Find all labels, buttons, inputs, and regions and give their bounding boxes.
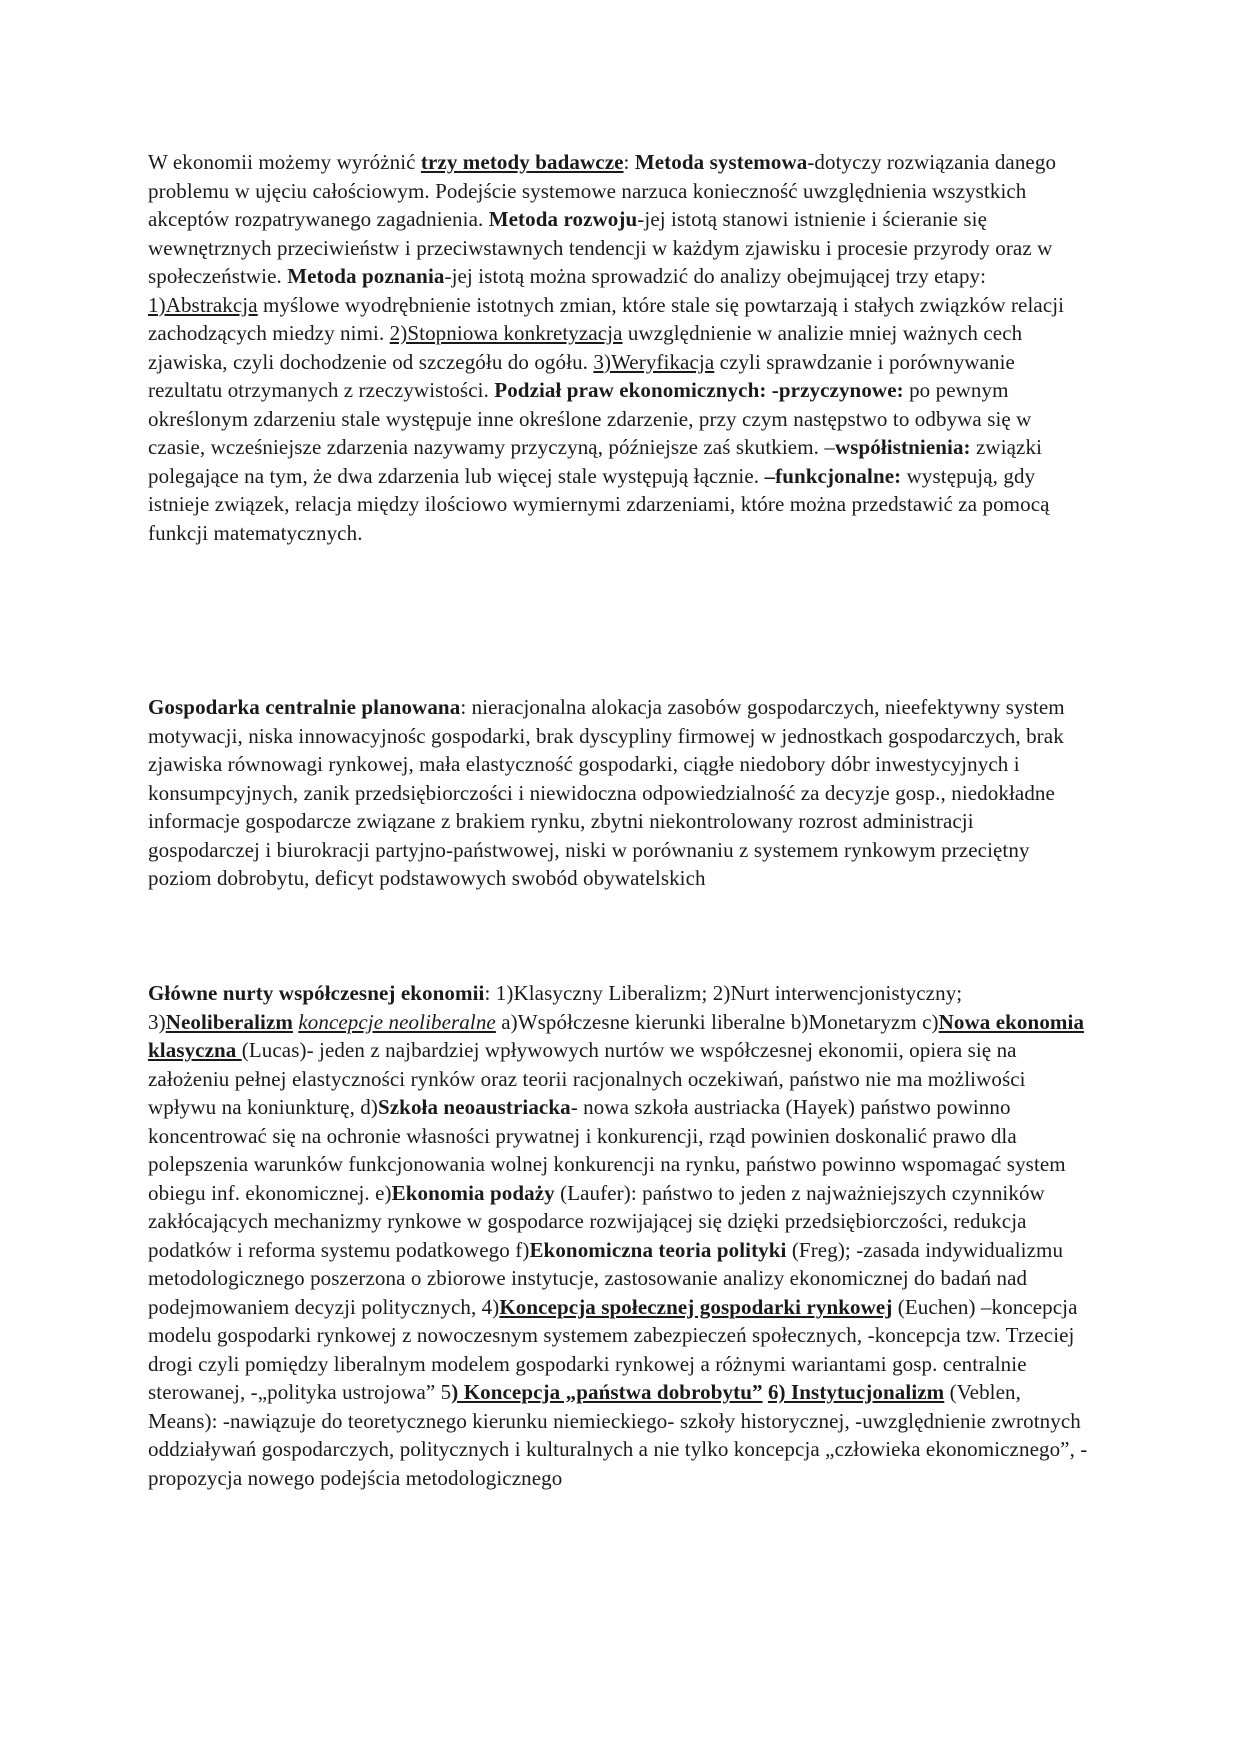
paragraph3-run: (Veblen, Means): -nawiązuje do teoretycznego kierunku niemieckiego- szkoły historycznej, -uwzględnienie zwrotnych oddziaływań gospodarczych, politycznych i kulturalnych a nie tylko koncepcja „człowieka ekonomicznego”, -propozycja nowego podejścia metodologicznego — [148, 1380, 1088, 1490]
paragraph1-run: występują, gdy istnieje związek, relacja między ilościowo wymiernymi zdarzeniami, które można przedstawić za pomocą funkcji matematycznych. — [148, 463, 1050, 545]
paragraph3-run: a)Współczesne kierunki liberalne b)Monetaryzm c) — [495, 1009, 939, 1034]
paragraph1-run: po pewnym określonym zdarzeniu stale występuje inne określone zdarzenie, przy czym następstwo to odbywa się w czasie, wcześniejsze zdarzenia nazywamy przyczyną, późniejsze zaś skutkiem. – — [148, 378, 1032, 459]
paragraph1-run: 2)Stopniowa konkretyzacja — [389, 321, 623, 345]
paragraph3-run: (Lucas)- jeden z najbardziej wpływowych nurtów we współczesnej ekonomii, opiera się na założeniu pełnej elastyczności rynków oraz teorii racjonalnych oczekiwań, państwo nie ma możliwości wpływu na koniunkturę, d) — [148, 1038, 1026, 1119]
paragraph-research-methods — [148, 148, 1088, 547]
paragraph1-run: Metoda poznania — [287, 264, 445, 288]
paragraph1-run: Podział praw ekonomicznych: -przyczynowe: — [494, 378, 904, 402]
paragraph1-run: czyli sprawdzanie i porównywanie rezultatu otrzymanych z rzeczywistości. — [148, 349, 1015, 402]
paragraph1-run: trzy metody badawcze — [420, 150, 624, 174]
paragraph1-run: Metoda rozwoju — [488, 207, 638, 231]
paragraph1-run: współistnienia: — [834, 435, 971, 459]
paragraph-economic-currents — [148, 979, 1088, 1492]
paragraph1-run: –funkcjonalne: — [764, 463, 902, 488]
paragraph3-run: Koncepcja społecznej gospodarki rynkowej — [499, 1294, 893, 1319]
paragraph1-run: związki polegające na tym, że dwa zdarzenia lub więcej stale występują łącznie. — [148, 435, 1043, 488]
paragraph3-run: Główne nurty współczesnej ekonomii — [148, 981, 485, 1005]
paragraph2-run: Gospodarka centralnie planowana — [148, 695, 461, 719]
paragraph3-run: (Freg); -zasada indywidualizmu metodologicznego poszerzona o zbiorowe instytucje, zastosowanie analizy ekonomicznej do badań nad podejmowaniem decyzji politycznych, 4) — [148, 1237, 1064, 1319]
paragraph3-run: Ekonomia podaży — [391, 1180, 555, 1205]
paragraph3-run: Ekonomiczna teoria polityki — [529, 1237, 787, 1262]
paragraph3-run: ) Koncepcja „państwa dobrobytu” — [451, 1380, 763, 1404]
paragraph1-run: W ekonomii możemy wyróżnić — [148, 150, 421, 174]
paragraph1-run: : — [623, 150, 635, 174]
paragraph3-run: koncepcje neoliberalne — [298, 1009, 496, 1034]
paragraph3-run: Neoliberalizm — [165, 1009, 293, 1034]
paragraph1-run: -jej istotą można sprowadzić do analizy obejmującej trzy etapy: — [444, 264, 987, 288]
paragraph1-run: -dotyczy rozwiązania danego problemu w ujęciu całościowym. Podejście systemowe narzuca konieczność uwzględnienia wszystkich akceptów rozpatrywanego zagadnienia. — [148, 150, 1057, 231]
paragraph3-run: - nowa szkoła austriacka (Hayek) państwo powinno koncentrować się na ochronie własności prywatnej i konkurencji, rząd powinien doskonalić prawo dla polepszenia warunków funkcjonowania wolnej konkurencji na rynku, państwo powinno wspomagać system obiegu inf. ekonomicznej. e) — [148, 1095, 1066, 1205]
paragraph1-run: -jej istotą stanowi istnienie i ścieranie się wewnętrznych przeciwieństw i przeciwstawnych tendencji w każdym zjawisku i procesie przyrody oraz w społeczeństwie. — [148, 207, 1053, 288]
paragraph3-run: 6) Instytucjonalizm — [767, 1380, 945, 1404]
paragraph2-run: : nieracjonalna alokacja zasobów gospodarczych, nieefektywny system motywacji, niska innowacyjnośc gospodarki, brak dyscypliny firmowej w jednostkach gospodarczych, brak zjawiska równowagi rynkowej, mała elastyczność gospodarki, ciągłe niedobory dóbr inwestycyjnych i konsumpcyjnych, zanik przedsiębiorczości i niewidoczna odpowiedzialność za decyzje gosp., niedokładne informacje gospodarcze związane z brakiem rynku, zbytni niekontrolowany rozrost administracji gospodarczej i biurokracji partyjno-państwowej, niski w porównaniu z systemem rynkowym przeciętny poziom dobrobytu, deficyt podstawowych swobód obywatelskich — [148, 695, 1065, 890]
paragraph3-run: (Laufer): państwo to jeden z najważniejszych czynników zakłócających mechanizmy rynkowe w gospodarce rozwijającej się dzięki przedsiębiorczości, redukcja podatków i reforma systemu podatkowego f) — [148, 1180, 1045, 1262]
paragraph3-run: (Euchen) –koncepcja modelu gospodarki rynkowej z nowoczesnym systemem zabezpieczeń społecznych, -koncepcja tzw. Trzeciej drogi czyli pomiędzy liberalnym modelem gospodarki rynkowej a różnymi wariantami gosp. centralnie sterowanej, -„polityka ustrojowa” 5 — [148, 1294, 1078, 1404]
paragraph1-run: Metoda systemowa — [634, 150, 808, 174]
paragraph1-run: uwzględnienie w analizie mniej ważnych cech zjawiska, czyli dochodzenie od szczegółu do ogółu. — [148, 321, 1023, 374]
paragraph1-run: 1)Abstrakcja — [148, 292, 258, 317]
paragraph-central-planning — [148, 693, 1088, 893]
paragraph3-run: Nowa ekonomia klasyczna — [148, 1009, 1085, 1062]
paragraph3-run: Szkoła neoaustriacka — [377, 1095, 571, 1119]
paragraph3-run: : 1)Klasyczny Liberalizm; 2)Nurt interwencjonistyczny; 3) — [148, 981, 963, 1034]
paragraph1-run: 3)Weryfikacja — [593, 349, 715, 374]
paragraph1-run: myślowe wyodrębnienie istotnych zmian, które stale się powtarzają i stałych związków relacji zachodzących miedzy nimi. — [148, 292, 1065, 345]
